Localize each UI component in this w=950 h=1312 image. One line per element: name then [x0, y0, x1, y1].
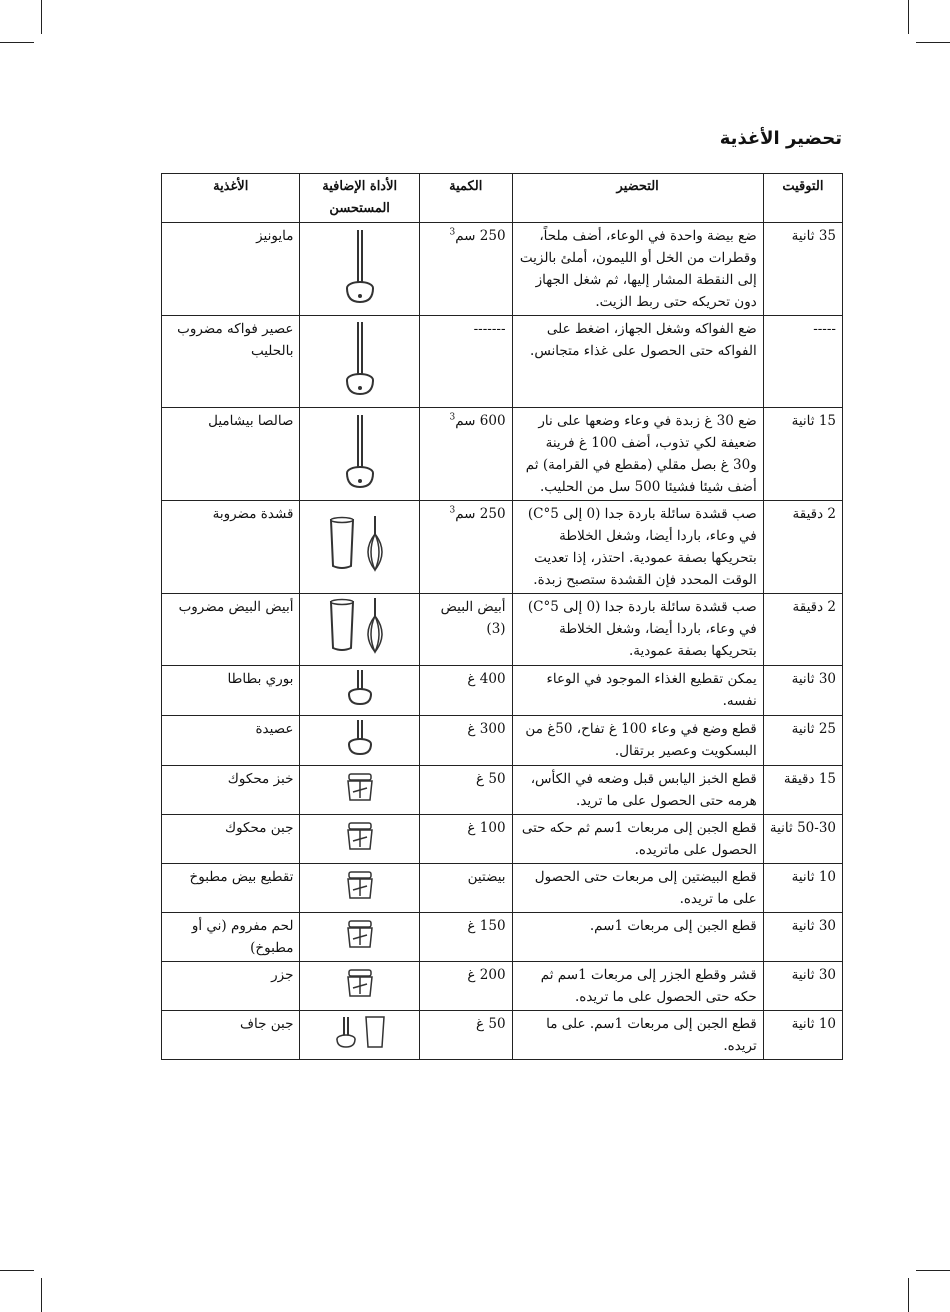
- cell-food: أبيض البيض مضروب: [162, 594, 300, 666]
- qty-unit-superscript: 3: [449, 412, 456, 423]
- blender-small-icon: [343, 744, 377, 760]
- cell-prep: يمكن تقطيع الغذاء الموجود في الوعاء نفسه.: [512, 666, 763, 716]
- blender-icon: [340, 479, 380, 495]
- table-row: [162, 913, 843, 962]
- cell-food: جبن جاف: [162, 1011, 300, 1060]
- cell-food: مايونيز: [162, 223, 300, 316]
- cell-food: عصيدة: [162, 716, 300, 766]
- qty-value: 50 غ: [476, 1016, 506, 1032]
- cell-tool: [300, 501, 419, 594]
- cell-tool: [300, 223, 419, 316]
- table-row: [162, 815, 843, 864]
- header-time: التوقيت: [763, 174, 842, 223]
- cell-prep: قطع الجبن إلى مربعات 1سم ثم حكه حتى الحصول على ماتريده.: [512, 815, 763, 864]
- cell-food: لحم مفروم (ني أو مطبوخ): [162, 913, 300, 962]
- cell-tool: [300, 716, 419, 766]
- cell-time: 50-30 ثانية: [763, 815, 842, 864]
- cell-qty: [419, 913, 512, 962]
- crop-mark: [41, 1278, 42, 1312]
- cell-time: 2 دقيقة: [763, 501, 842, 594]
- cell-qty: [419, 408, 512, 501]
- cell-qty: [419, 962, 512, 1011]
- cell-qty: [419, 1011, 512, 1060]
- cell-prep: صب قشدة سائلة باردة جدا (0 إلى 5°C) في وعاء، باردا أيضا، وشغل الخلاطة بتحريكها بصفة عمودية.: [512, 594, 763, 666]
- crop-mark: [916, 42, 950, 43]
- table-row: [162, 716, 843, 766]
- table-row: [162, 316, 843, 408]
- qty-value: 250 سم: [455, 506, 506, 522]
- cell-tool: [300, 408, 419, 501]
- table-row: [162, 1011, 843, 1060]
- table-row: [162, 766, 843, 815]
- blender-icon: [340, 294, 380, 310]
- chopper-icon: [343, 839, 377, 855]
- cell-time: 30 ثانية: [763, 913, 842, 962]
- crop-mark: [0, 42, 34, 43]
- cell-prep: قشر وقطع الجزر إلى مربعات 1سم ثم حكه حتى الحصول على ما تريده.: [512, 962, 763, 1011]
- crop-mark: [908, 0, 909, 34]
- header-prep: التحضير: [512, 174, 763, 223]
- cell-food: صالصا بيشاميل: [162, 408, 300, 501]
- cell-qty: [419, 316, 512, 408]
- cell-time: -----: [763, 316, 842, 408]
- header-food: الأغذية: [162, 174, 300, 223]
- qty-value: 600 سم: [455, 413, 506, 429]
- qty-value: 100 غ: [467, 820, 506, 836]
- whisk-beaker-icon: [325, 644, 395, 660]
- cell-qty: [419, 815, 512, 864]
- chopper-icon: [343, 888, 377, 904]
- cell-prep: قطع الجبن إلى مربعات 1سم. على ما تريده.: [512, 1011, 763, 1060]
- cell-food: بوري بطاطا: [162, 666, 300, 716]
- cell-prep: ضع الفواكه وشغل الجهاز، اضغط على الفواكه حتى الحصول على غذاء متجانس.: [512, 316, 763, 408]
- table-row: [162, 962, 843, 1011]
- qty-value: 50 غ: [476, 771, 506, 787]
- table-row: [162, 501, 843, 594]
- cell-tool: [300, 316, 419, 408]
- cell-food: جزر: [162, 962, 300, 1011]
- qty-unit-superscript: 3: [449, 227, 456, 238]
- table-header-row: [162, 174, 843, 223]
- qty-unit-superscript: 3: [449, 505, 456, 516]
- qty-value: بيضتين: [467, 869, 506, 885]
- cell-time: 30 ثانية: [763, 962, 842, 1011]
- chopper-icon: [343, 986, 377, 1002]
- cell-time: 15 دقيقة: [763, 766, 842, 815]
- crop-mark: [41, 0, 42, 34]
- cell-prep: ضع بيضة واحدة في الوعاء، أضف ملحاً، وقطرات من الخل أو الليمون، أملئ بالزيت إلى النقطة المشار إليها، ثم شغل الجهاز دون تحريكه حتى ربط الزيت.: [512, 223, 763, 316]
- qty-value: 200 غ: [467, 967, 506, 983]
- table-row: [162, 864, 843, 913]
- cell-tool: [300, 666, 419, 716]
- crop-mark: [916, 1270, 950, 1271]
- cell-qty: [419, 501, 512, 594]
- cell-time: 10 ثانية: [763, 1011, 842, 1060]
- cell-tool: [300, 815, 419, 864]
- cell-food: قشدة مضروبة: [162, 501, 300, 594]
- header-qty: الكمية: [419, 174, 512, 223]
- cell-prep: قطع وضع في وعاء 100 غ تفاح، 50غ من البسكويت وعصير برتقال.: [512, 716, 763, 766]
- cell-qty: [419, 666, 512, 716]
- qty-value: 250 سم: [455, 228, 506, 244]
- cell-food: تقطيع بيض مطبوخ: [162, 864, 300, 913]
- table-row: [162, 408, 843, 501]
- blender-icon: [340, 386, 380, 402]
- qty-value: 400 غ: [467, 671, 506, 687]
- qty-value: أبيض البيض (3): [440, 599, 506, 637]
- qty-value: 300 غ: [467, 721, 506, 737]
- table-row: [162, 666, 843, 716]
- cell-prep: قطع الجبن إلى مربعات 1سم.: [512, 913, 763, 962]
- cell-prep: ضع 30 غ زبدة في وعاء وضعها على نار ضعيفة لكي تذوب، أضف 100 غ فرينة و30 غ بصل مقلي (مقطع في القرامة) ثم أضف شيئا فشيئا 500 سل من الحليب.: [512, 408, 763, 501]
- cell-tool: [300, 1011, 419, 1060]
- cell-qty: [419, 766, 512, 815]
- cell-prep: صب قشدة سائلة باردة جدا (0 إلى 5°C) في وعاء، باردا أيضا، وشغل الخلاطة بتحريكها بصفة عمودية. احتذر، إذا تعديت الوقت المحدد فإن القشدة ستصبح زبدة.: [512, 501, 763, 594]
- cell-food: خبز محكوك: [162, 766, 300, 815]
- cell-food: عصير فواكه مضروب بالحليب: [162, 316, 300, 408]
- blender-beaker-icon: [328, 1037, 392, 1053]
- cell-qty: [419, 594, 512, 666]
- cell-tool: [300, 913, 419, 962]
- cell-qty: [419, 864, 512, 913]
- food-prep-table: [161, 173, 843, 1060]
- cell-time: 30 ثانية: [763, 666, 842, 716]
- cell-food: جبن محكوك: [162, 815, 300, 864]
- cell-time: 15 ثانية: [763, 408, 842, 501]
- crop-mark: [0, 1270, 34, 1271]
- cell-qty: [419, 716, 512, 766]
- chopper-icon: [343, 937, 377, 953]
- crop-mark: [908, 1278, 909, 1312]
- table-row: [162, 223, 843, 316]
- cell-qty: [419, 223, 512, 316]
- qty-value: 150 غ: [467, 918, 506, 934]
- cell-tool: [300, 864, 419, 913]
- cell-time: 10 ثانية: [763, 864, 842, 913]
- cell-tool: [300, 766, 419, 815]
- cell-time: 35 ثانية: [763, 223, 842, 316]
- whisk-beaker-icon: [325, 562, 395, 578]
- cell-time: 2 دقيقة: [763, 594, 842, 666]
- page-title: تحضير الأغذية: [719, 128, 842, 149]
- cell-prep: قطع الخبز اليابس قبل وضعه في الكأس، هرمه حتى الحصول على ما تريد.: [512, 766, 763, 815]
- chopper-icon: [343, 790, 377, 806]
- cell-tool: [300, 962, 419, 1011]
- cell-tool: [300, 594, 419, 666]
- blender-small-icon: [343, 694, 377, 710]
- header-tool: الأداة الإضافية المستحسن: [300, 174, 419, 223]
- table-row: [162, 594, 843, 666]
- cell-prep: قطع البيضتين إلى مربعات حتى الحصول على ما تريده.: [512, 864, 763, 913]
- qty-value: -------: [473, 321, 506, 337]
- cell-time: 25 ثانية: [763, 716, 842, 766]
